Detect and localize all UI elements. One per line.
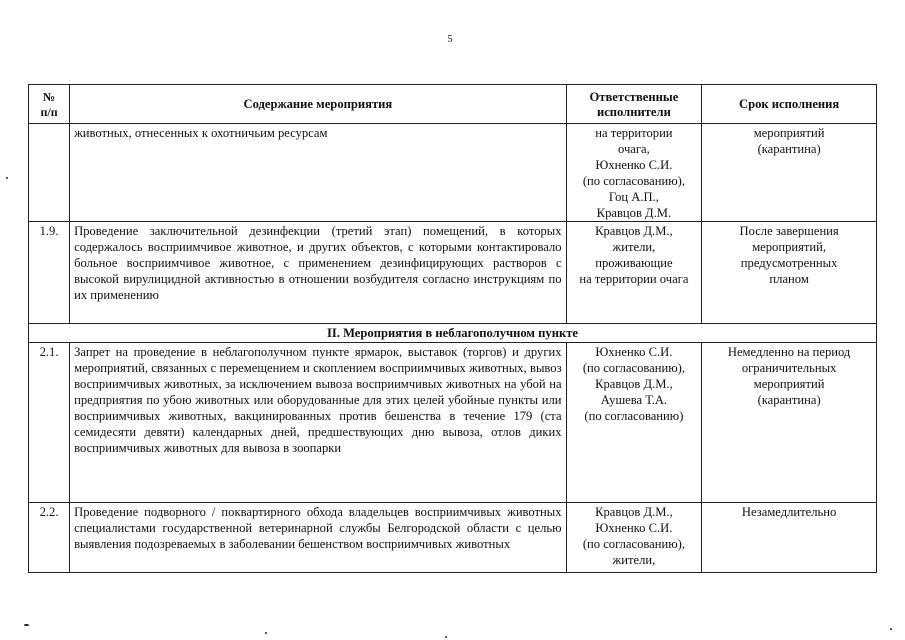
executor-line: очага,: [617, 142, 650, 156]
executor-line: (по согласованию),: [582, 537, 685, 551]
table-row: [29, 503, 877, 573]
header-number-line: п/п: [40, 104, 58, 119]
header-number-line: №: [43, 89, 56, 104]
deadline-line: предусмотренных: [740, 256, 838, 270]
row-deadline: [702, 343, 877, 503]
executor-line: на территории очага: [579, 272, 689, 286]
deadline-line: (карантина): [757, 142, 821, 156]
executor-line: проживающие: [595, 256, 673, 270]
row-executors: [566, 222, 702, 324]
measures-table: [28, 84, 877, 573]
executor-line: (по согласованию): [584, 409, 684, 423]
row-number: 2.2.: [29, 503, 70, 573]
scan-speck: [265, 632, 267, 634]
deadline-line: (карантина): [757, 393, 821, 407]
header-number: [29, 85, 70, 124]
row-number: 2.1.: [29, 343, 70, 503]
table-row: [29, 124, 877, 222]
row-number: [29, 124, 70, 222]
executor-line: (по согласованию),: [582, 174, 685, 188]
header-executors: [566, 85, 702, 124]
table-row: [29, 222, 877, 324]
scan-speck: [890, 628, 892, 630]
scan-speck: [6, 177, 8, 179]
executor-line: (по согласованию),: [582, 361, 685, 375]
executor-line: Кравцов Д.М.,: [595, 224, 673, 238]
row-deadline: [702, 503, 877, 573]
row-executors: [566, 124, 702, 222]
executor-line: Кравцов Д.М.,: [595, 377, 673, 391]
deadline-line: Немедленно на период: [727, 345, 851, 359]
executor-line: Юхненко С.И.: [595, 158, 673, 172]
executor-line: Аушева Т.А.: [600, 393, 668, 407]
table-header-row: [29, 85, 877, 124]
executor-line: Юхненко С.И.: [595, 345, 673, 359]
executor-line: жители,: [612, 553, 656, 567]
executor-line: Юхненко С.И.: [595, 521, 673, 535]
table-row: [29, 343, 877, 503]
row-content: животных, отнесенных к охотничьим ресурсам: [70, 124, 566, 222]
row-deadline: [702, 222, 877, 324]
deadline-line: ограничительных: [741, 361, 837, 375]
deadline-line: планом: [769, 272, 809, 286]
header-content: Содержание мероприятия: [70, 85, 566, 124]
row-content: Проведение подворного / поквартирного обхода владельцев восприимчивых животных специалистами государственной ветеринарной службы Белгородской области с целью выявления подозреваемых в заболевании бешенством восприимчивых животных: [70, 503, 566, 573]
section-title: II. Мероприятия в неблагополучном пункте: [29, 324, 877, 343]
section-heading-row: [29, 324, 877, 343]
deadline-line: Незамедлительно: [741, 505, 837, 519]
scan-speck: [445, 636, 447, 638]
executor-line: жители,: [612, 240, 656, 254]
page-number: 5: [447, 34, 453, 45]
header-executors-line: исполнители: [596, 104, 671, 119]
row-deadline: [702, 124, 877, 222]
header-deadline: Срок исполнения: [702, 85, 877, 124]
deadline-line: мероприятий: [753, 126, 825, 140]
executor-line: Кравцов Д.М.,: [595, 505, 673, 519]
row-executors: [566, 503, 702, 573]
header-executors-line: Ответственные: [589, 89, 679, 104]
deadline-line: мероприятий: [753, 377, 825, 391]
row-executors: [566, 343, 702, 503]
executor-line: Гоц А.П.,: [608, 190, 659, 204]
deadline-line: После завершения: [739, 224, 839, 238]
deadline-line: мероприятий,: [752, 240, 827, 254]
row-content: Проведение заключительной дезинфекции (третий этап) помещений, в которых содержалось восприимчивое животное, и других объектов, с которыми контактировало больное восприимчивое животное, с применением дезинфицирующих растворов с высокой вирулицидной активностью в отношении возбудителя согласно инструкциям по их применению: [70, 222, 566, 324]
scan-speck: [24, 624, 29, 626]
row-content: Запрет на проведение в неблагополучном пункте ярмарок, выставок (торгов) и других мероприятий, связанных с перемещением и скоплением восприимчивых животных, вывоз восприимчивых животных, за исключением вывоза восприимчивых животных на убой на предприятия по убою животных или оборудованные для этих целей убойные пункты или восприимчивых животных, вакцинированных против бешенства в течение 179 (ста семидесяти девяти) календарных дней, предшествующих дню вывоза, отлов диких восприимчивых животных для вывоза в зоопарки: [70, 343, 566, 503]
executor-line: на территории: [595, 126, 673, 140]
executor-line: Кравцов Д.М.: [596, 206, 672, 220]
row-number: 1.9.: [29, 222, 70, 324]
